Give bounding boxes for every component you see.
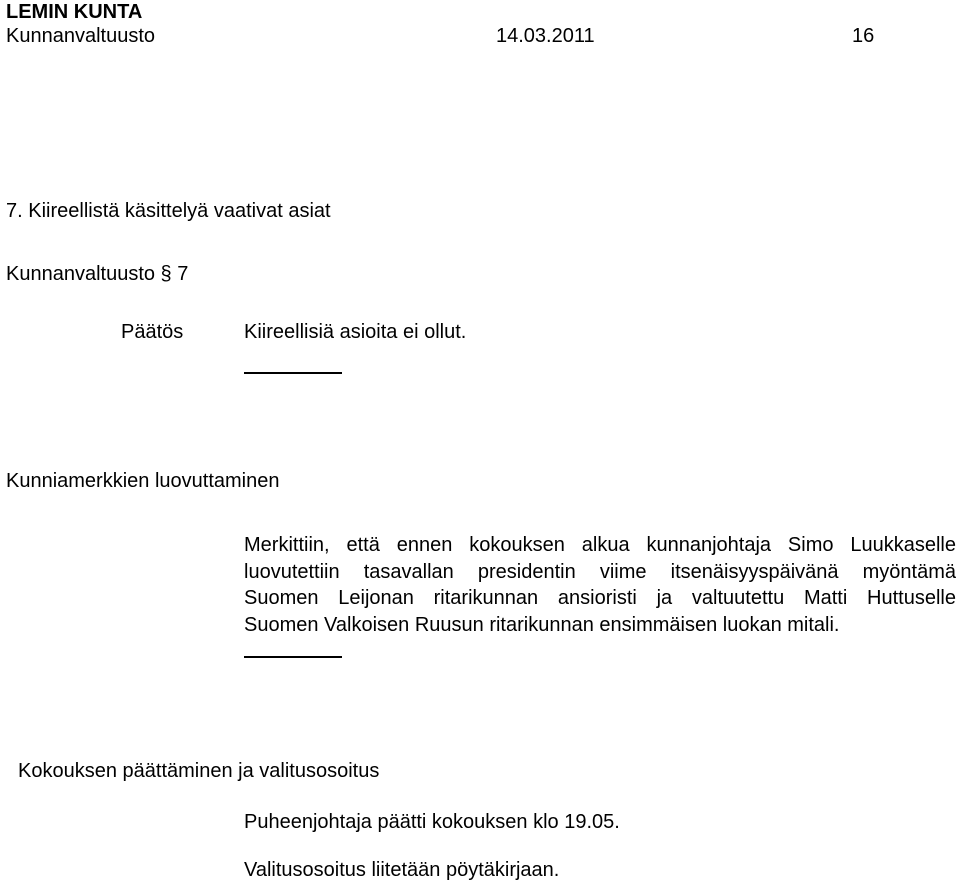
organization-name: LEMIN KUNTA xyxy=(6,1,143,23)
honors-section-title: Kunniamerkkien luovuttaminen xyxy=(6,470,280,492)
header-body-name: Kunnanvaltuusto xyxy=(6,25,156,47)
page-number: 16 xyxy=(852,25,875,47)
closing-statement: Puheenjohtaja päätti kokouksen klo 19.05. xyxy=(244,811,620,833)
paragraph-line: Merkittiin, että ennen kokouksen alkua kunnanjohtaja Simo Luukkaselle xyxy=(244,534,956,556)
decision-label: Päätös xyxy=(121,321,184,343)
item-7-title: 7. Kiireellistä käsittelyä vaativat asiat xyxy=(6,200,331,222)
header-date: 14.03.2011 xyxy=(496,25,595,47)
paragraph-line: Suomen Leijonan ritarikunnan ansioristi ja valtuutettu Matti Huttuselle xyxy=(244,587,956,609)
item-7-body-reference: Kunnanvaltuusto § 7 xyxy=(6,263,189,285)
honors-paragraph xyxy=(244,532,956,638)
decision-text: Kiireellisiä asioita ei ollut. xyxy=(244,321,467,343)
closing-section-title: Kokouksen päättäminen ja valitusosoitus xyxy=(18,760,380,782)
paragraph-line: luovutettiin tasavallan presidentin viime itsenäisyyspäivänä myöntämä xyxy=(244,560,956,583)
section-divider xyxy=(244,372,342,374)
section-divider xyxy=(244,656,342,658)
paragraph-line: Suomen Valkoisen Ruusun ritarikunnan ensimmäisen luokan mitali. xyxy=(244,613,840,636)
appeal-instructions-note: Valitusosoitus liitetään pöytäkirjaan. xyxy=(244,859,560,881)
